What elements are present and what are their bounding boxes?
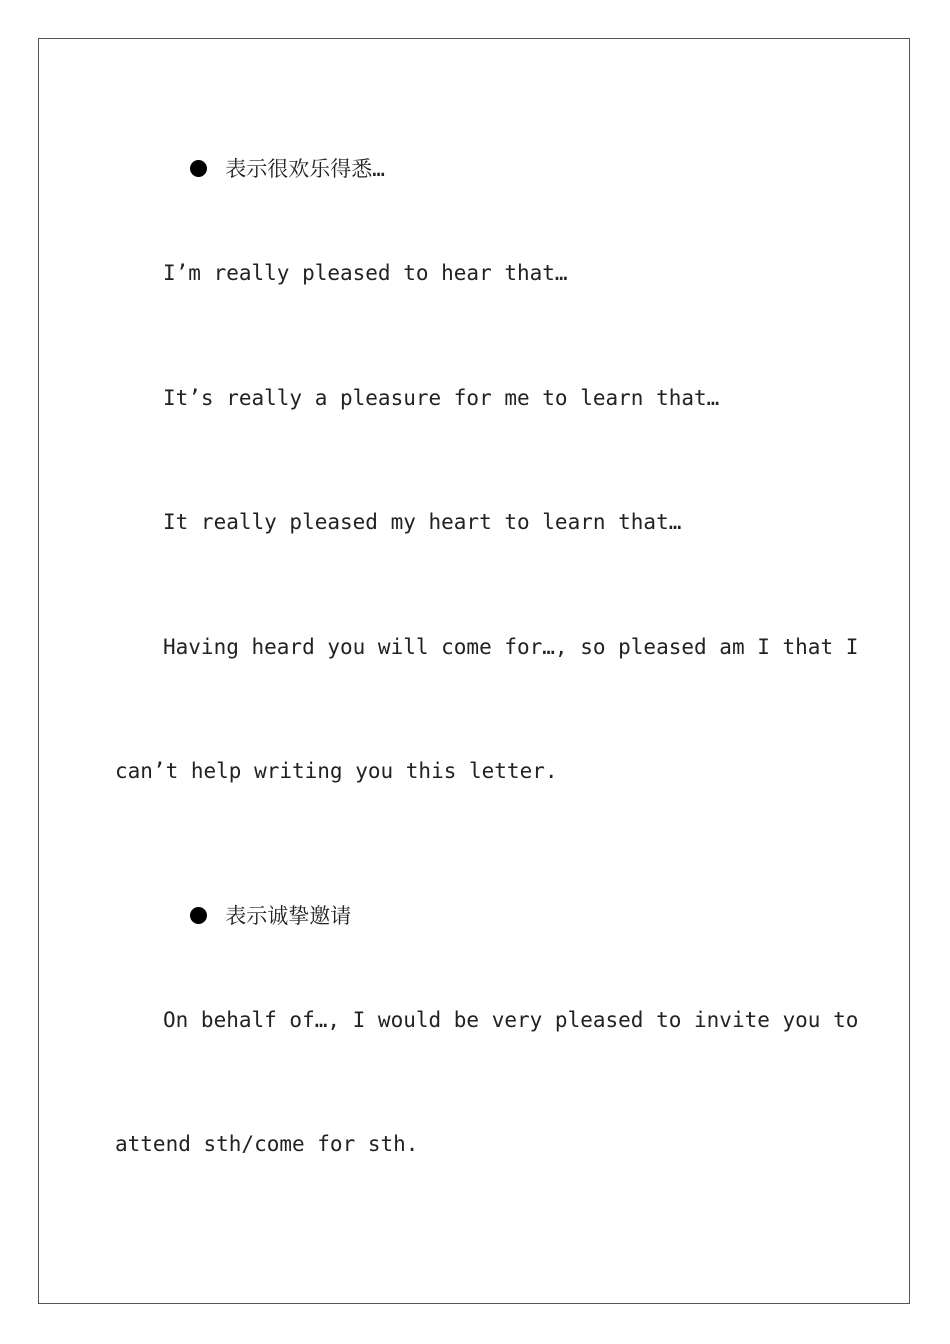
phrase-line: I’m really pleased to hear that… <box>163 261 568 285</box>
bullet-icon <box>190 907 207 924</box>
section-heading-happy-news <box>165 138 385 180</box>
phrase-line: Having heard you will come for…, so pleased am I that I <box>163 635 859 659</box>
phrase-line: It’s really a pleasure for me to learn that… <box>163 386 720 410</box>
bullet-icon <box>190 160 207 177</box>
phrase-line: On behalf of…, I would be very pleased to invite you to <box>163 1008 859 1032</box>
phrase-line-continuation: can’t help writing you this letter. <box>115 759 558 783</box>
heading-text: 表示诚挚邀请 <box>225 904 352 928</box>
phrase-line-continuation: attend sth/come for sth. <box>115 1132 419 1156</box>
section-heading-invitation <box>165 885 351 927</box>
page-frame <box>38 38 910 1304</box>
heading-text: 表示很欢乐得悉… <box>225 157 385 181</box>
phrase-line: It really pleased my heart to learn that… <box>163 510 682 534</box>
